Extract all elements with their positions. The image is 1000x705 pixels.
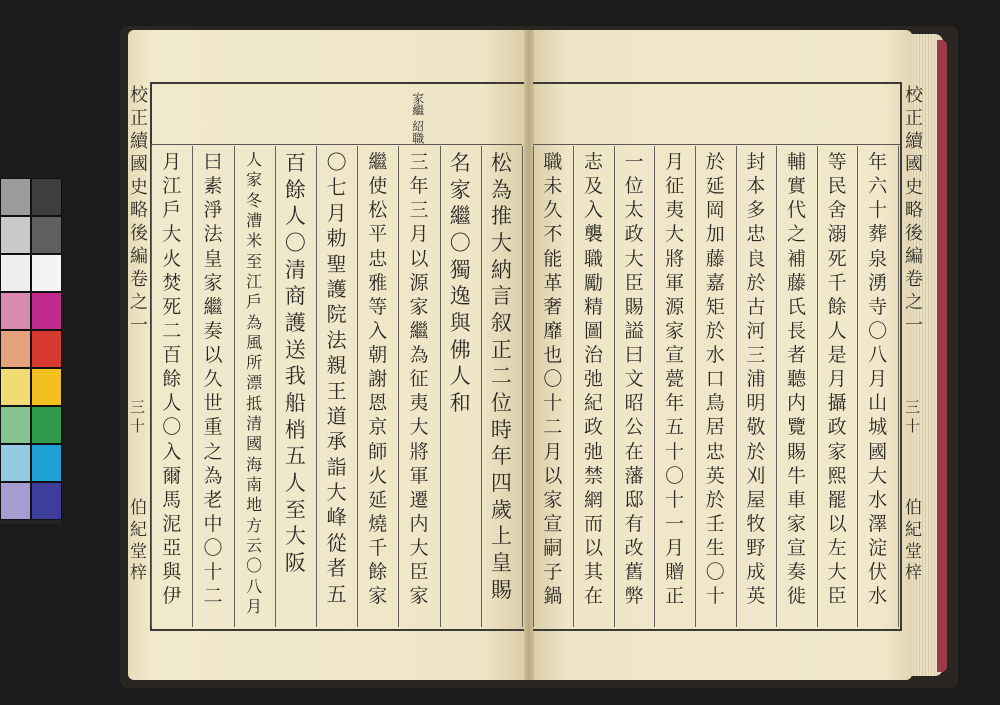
head-note	[410, 92, 424, 144]
margin-char: 紀	[905, 519, 922, 540]
text-column: 月 征 夷 大 將 軍 源 家 宣 甍 年 五 十 〇 十 一 月 贈 正	[665, 151, 685, 608]
text-column: 封 本 多 忠 良 於 古 河 三 浦 明 敬 於 刈 屋 牧 野 成 英	[746, 151, 766, 608]
text-column: 年 六 十 葬 泉 湧 寺 〇 八 月 山 城 國 大 水 澤 淀 伏 水	[868, 151, 888, 608]
color-patch	[0, 406, 31, 444]
color-patch	[31, 254, 62, 292]
right-page-headband	[533, 82, 900, 145]
margin-char: 國	[130, 154, 148, 176]
color-patch	[0, 216, 31, 254]
text-column: 〇 七 月 勅 聖 護 院 法 親 王 道 承 詣 大 峰 從 者 五	[326, 150, 347, 606]
right-margin-title	[905, 84, 923, 337]
column-rule	[898, 146, 899, 627]
margin-char: 史	[130, 177, 148, 199]
right-margin-folio	[905, 398, 920, 436]
color-patch	[0, 292, 31, 330]
color-patch	[31, 216, 62, 254]
left-margin-press	[130, 498, 147, 585]
color-patch	[0, 254, 31, 292]
text-column: 月 江 戶 大 火 焚 死 二 百 餘 人 〇 入 爾 馬 泥 亞 與 伊	[162, 151, 182, 608]
head-note-text: 家繼 紹職	[410, 92, 425, 144]
margin-char: 一	[130, 315, 148, 337]
color-checker	[0, 178, 62, 524]
margin-char: 卷	[905, 269, 923, 291]
margin-char: 梓	[130, 563, 147, 584]
margin-char: 之	[905, 292, 923, 314]
color-patch	[0, 178, 31, 216]
left-page-headband	[150, 82, 522, 145]
text-column: 志 及 入 襲 職 勵 精 圖 治 弛 紀 政 弛 禁 網 而 以 其 在	[583, 151, 603, 608]
margin-char: 十	[130, 417, 146, 436]
right-margin-press	[905, 498, 922, 585]
margin-char: 伯	[905, 498, 922, 518]
margin-char: 校	[905, 85, 923, 106]
text-column: 於 延 岡 加 藤 嘉 矩 於 水 口 鳥 居 忠 英 於 壬 生 〇 十	[705, 151, 725, 608]
color-patch	[31, 178, 62, 216]
book-edge-binding	[937, 40, 947, 672]
margin-char: 國	[905, 154, 923, 176]
margin-char: 十	[905, 417, 921, 436]
color-patch	[31, 406, 62, 444]
margin-char: 續	[905, 131, 923, 153]
color-patch	[0, 482, 31, 520]
margin-char: 梓	[905, 563, 922, 584]
text-column: 人 家 冬 漕 米 至 江 戶 為 風 所 漂 抵 清 國 海 南 地 方 云 〇 八 月	[246, 150, 263, 616]
color-patch	[31, 292, 62, 330]
column-rule	[522, 146, 523, 627]
margin-char: 略	[130, 200, 148, 222]
text-column: 三 年 三 月 以 源 家 繼 為 征 夷 大 將 軍 遷 内 大 臣 家	[409, 151, 429, 608]
margin-char: 卷	[130, 269, 148, 291]
left-margin-title	[130, 84, 148, 337]
margin-char: 正	[905, 108, 923, 130]
text-column: 繼 使 松 平 忠 雅 等 入 朝 謝 恩 京 師 火 延 燒 千 餘 家	[368, 151, 388, 608]
text-column: 曰 素 淨 法 皇 家 繼 奏 以 久 世 重 之 為 老 中 〇 十 二	[203, 151, 223, 608]
margin-char: 續	[130, 131, 148, 153]
margin-char: 紀	[130, 519, 147, 540]
margin-char: 三	[905, 398, 921, 416]
text-column: 職 未 久 不 能 革 奢 靡 也 〇 十 二 月 以 家 宣 嗣 子 鍋	[543, 151, 563, 608]
left-margin-folio	[130, 398, 145, 436]
text-column: 輔 實 代 之 補 藤 氏 長 者 聽 内 覽 賜 牛 車 家 宣 奏 徙	[786, 151, 806, 608]
color-patch	[31, 330, 62, 368]
margin-char: 一	[905, 315, 923, 337]
color-patch	[31, 482, 62, 520]
margin-char: 堂	[130, 541, 147, 562]
margin-char: 後	[130, 223, 148, 245]
margin-char: 編	[905, 246, 923, 268]
margin-char: 校	[130, 85, 148, 106]
color-patch	[0, 368, 31, 406]
color-patch	[31, 444, 62, 482]
margin-char: 伯	[130, 498, 147, 518]
text-column: 一 位 太 政 大 臣 賜 謚 曰 文 昭 公 在 藩 邸 有 改 舊 弊	[624, 151, 644, 608]
text-column: 名 家 繼 〇 獨 逸 與 佛 人 和	[449, 151, 471, 415]
text-column: 松 為 推 大 納 言 叙 正 二 位 時 年 四 歲 上 皇 賜	[490, 151, 512, 602]
margin-char: 之	[130, 292, 148, 314]
margin-char: 正	[130, 108, 148, 130]
margin-char: 後	[905, 223, 923, 245]
margin-char: 史	[905, 177, 923, 199]
color-patch	[31, 368, 62, 406]
color-patch	[0, 330, 31, 368]
margin-char: 三	[130, 398, 146, 416]
text-column: 百 餘 人 〇 清 商 護 送 我 船 梢 五 人 至 大 阪	[284, 151, 306, 575]
margin-char: 堂	[905, 541, 922, 562]
text-column: 等 民 舍 溺 死 千 餘 人 是 月 攝 政 家 熙 罷 以 左 大 臣	[827, 151, 847, 608]
color-patch	[0, 444, 31, 482]
margin-char: 略	[905, 200, 923, 222]
margin-char: 編	[130, 246, 148, 268]
